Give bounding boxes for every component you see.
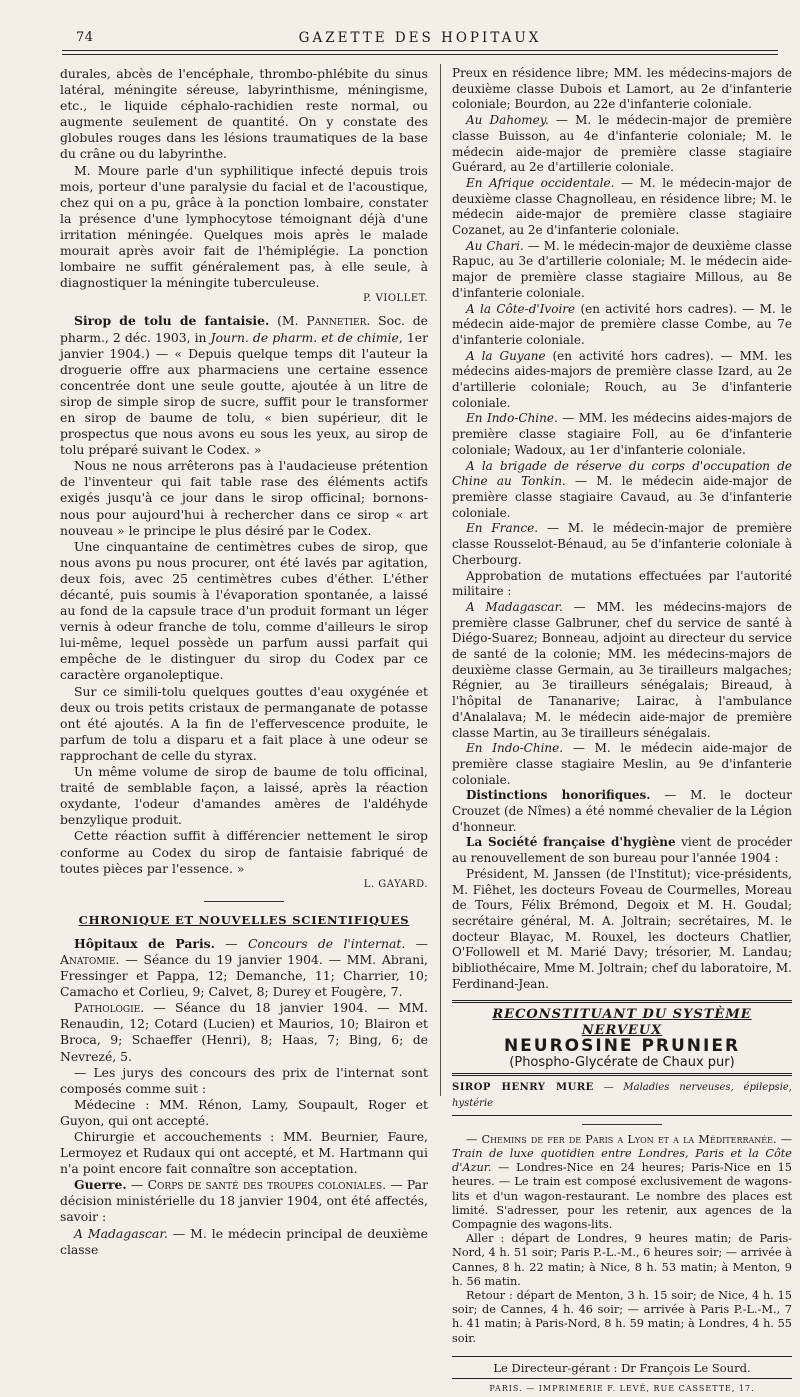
paragraph: Preux en résidence libre; MM. les médecins-majors de deuxième classe Dubois et Lamort, au 2e d'infanterie coloniale; Bourdon, au 22e d'infanterie coloniale. [452, 66, 792, 112]
printer-line: PARIS. — IMPRIMERIE F. LEVÉ, RUE CASSETTE, 17. [452, 1378, 792, 1397]
paragraph: M. Moure parle d'un syphilitique infecté depuis trois mois, porteur d'une paralysie du facial et de l'acoustique, chez qui on a pu, grâce à la ponction lombaire, constater la présence d'une lymphocytose témoignant déjà d'une irritation méningée. Quelques mois après le malade mourait après avoir fait de l'hémiplégie. La ponction lombaire ne suffit généralement pas, à elle seule, à diagnostiquer la méningite tuberculeuse. [60, 162, 428, 291]
paragraph: A Madagascar. — MM. les médecins-majors de première classe Galbruner, chef du service de santé à Diégo-Suarez; Bonneau, adjoint au directeur du service de santé de la colonie; MM. les médecins-majors de deuxième classe Germain, au 3e tirailleurs malgaches; Régnier, au 3e tirailleurs sénégalais; Bireaud, à l'hôpital de Tananarive; Lairac, à l'ambulance d'Analalava; M. le médecin aide-major de première classe Martin, au 3e tirailleurs sénégalais. [452, 599, 793, 740]
paragraph: En Afrique occidentale. — M. le médecin-major de deuxième classe Chagnolleau, en résidence libre; M. le médecin aide-major de première classe stagiaire Cozanet, au 2e d'infanterie coloniale. [452, 175, 792, 238]
right-column [452, 66, 792, 1397]
ad-product-name: NEUROSINE PRUNIER [503, 1035, 741, 1056]
paragraph: durales, abcès de l'encéphale, thrombo-phlébite du sinus latéral, méningite séreuse, labyrinthisme, méningisme, etc., le liquide céphalo-rachidien reste normal, ou augmente seulement de quantité. On y constate des globules rouges dans les lésions traumatiques de la base du crâne ou du labyrinthe. [60, 66, 428, 162]
publisher-line: Le Directeur-gérant : Dr François Le Sourd. [452, 1356, 792, 1377]
paragraph: En France. — M. le médecin-major de première classe Rousselot-Bénaud, au 5e d'infanterie coloniale à Cherbourg. [452, 521, 792, 567]
header-rule-thin [62, 54, 778, 55]
paragraph: Sur ce simili-tolu quelques gouttes d'eau oxygénée et deux ou trois petits cristaux de permanganate de potasse ont été ajoutés. A la fin de l'effervescence produite, le parfum de tolu a disparu et a fait place à une odeur se rapprochant de celle du styrax. [60, 683, 428, 763]
paragraph: Président, M. Janssen (de l'Institut); vice-présidents, M. Fiêhet, les docteurs Foveau de Courmelles, Moreau de Tours, Félix Brémond, Degoix et M. H. Goudal; secrétaire général, M. A. Joltrain; secrétaires, M. le docteur Blayac, M. Rouxel, les docteurs Chatlier, O'Followell et M. Marié Davy; trésorier, M. Landau; bibliothécaire, Mme M. Joltrain; chef du laboratoire, M. Ferdinand-Jean. [452, 866, 792, 991]
guerre-paragraph: Guerre. — Corps de santé des troupes coloniales. — Par décision ministérielle du 18 janvier 1904, ont été affectés, savoir : [60, 1177, 428, 1225]
signature: L. GAYARD. [363, 878, 428, 890]
column-divider [440, 64, 441, 1096]
paragraph: A Madagascar. — M. le médecin principal de deuxième classe [60, 1225, 429, 1257]
paragraph: Approbation de mutations effectuées par l'autorité militaire : [452, 568, 792, 599]
paragraph: Cette réaction suffit à différencier nettement le sirop conforme au Codex du sirop de fantaisie fabriqué de toutes pièces par l'essence. » [60, 828, 428, 876]
signature: P. VIOLLET. [363, 293, 428, 305]
paragraph: — Les jurys des concours des prix de l'internat sont composés comme suit : [60, 1064, 428, 1096]
header-rule [62, 50, 778, 51]
article-title: Sirop de tolu de fantaisie. [74, 313, 270, 329]
paragraph: Retour : départ de Menton, 3 h. 15 soir; de Nice, 4 h. 15 soir; de Cannes, 4 h. 46 soir; — arrivée à Paris P.-L.-M., 7 h. 41 matin; à Paris-Nord, 8 h. 59 matin; à Londres, 4 h. 55 soir. [452, 1288, 792, 1345]
left-column [60, 66, 428, 1258]
page-header [62, 30, 778, 50]
pathologie-paragraph: Pathologie. — Séance du 18 janvier 1904. — MM. Renaudin, 12; Cotard (Lucien) et Maurios, 10; Blairon et Broca, 9; Schaeffer (Henri), 8; Haas, 7; Bing, 6; de Nevrezé, 5. [60, 1000, 428, 1064]
ad-subtitle: (Phospho-Glycérate de Chaux pur) [509, 1054, 735, 1070]
paragraph: La Société française d'hygiène vient de procéder au renouvellement de son bureau pour l'année 1904 : [452, 835, 792, 866]
paragraph: En Indo-Chine. — MM. les médecins aides-majors de première classe stagiaire Foll, au 6e d'infanterie coloniale; Wadoux, au 1er d'infanterie coloniale. [452, 411, 793, 457]
paragraph: En Indo-Chine. — M. le médecin aide-major de première classe stagiaire Meslin, au 9e d'infanterie coloniale. [452, 741, 792, 787]
paragraph: Un même volume de sirop de baume de tolu officinal, traité de semblable façon, a laissé, après la réaction oxydante, l'odeur d'amandes amères de l'aldéhyde benzylique produit. [60, 764, 428, 828]
paragraph: A la Guyane (en activité hors cadres). — MM. les médecins aides-majors de première classe Izard, au 2e d'artillerie coloniale; Rouch, au 3e d'infanterie coloniale. [452, 348, 792, 410]
paragraph: Au Chari. — M. le médecin-major de deuxième classe Rapuc, au 3e d'artillerie coloniale; M. le médecin aide-major de première classe stagiaire Millous, au 8e d'infanterie coloniale. [452, 238, 792, 300]
paragraph: Chirurgie et accouchements : MM. Beurnier, Faure, Lermoyez et Rudaux qui ont accepté, et M. Hartmann qui n'a point encore fait connaître son acceptation. [60, 1129, 428, 1177]
railway-notice [452, 1133, 792, 1346]
journal-title: GAZETTE DES HOPITAUX [298, 30, 542, 46]
separator [582, 1124, 662, 1125]
paragraph: Une cinquantaine de centimètres cubes de sirop, que nous avons pu nous procurer, ont été lavés par agitation, deux fois, avec 25 centimètres cubes d'éther. L'éther décanté, puis soumis à l'évaporation spontanée, a laissé au fond de la capsule trace d'un produit formant un léger vernis à odeur franche de tolu, comme d'ailleurs le sirop lui-même, lequel possède un parfum aussi parfait qui empêche de le distinguer du sirop du Codex par ce caractère organoleptique. [60, 538, 428, 683]
paragraph: Au Dahomey. — M. le médecin-major de première classe Buisson, au 4e d'infanterie coloniale; M. le médecin aide-major de première classe stagiaire Guérard, au 2e d'artillerie coloniale. [452, 113, 792, 175]
paragraph: A la brigade de réserve du corps d'occupation de Chine au Tonkin. — M. le médecin aide-major de première classe stagiaire Cavaud, au 3e d'infanterie coloniale. [452, 458, 792, 520]
advertisement [452, 1000, 792, 1076]
paragraph: Nous ne nous arrêterons pas à l'audacieuse prétention de l'inventeur qui fait table rase des éléments actifs exigés jusqu'à ce jour dans le sirop officinal; bornons-nous pour aujourd'hui à rechercher dans ce sirop « art nouveau » le principe le plus désiré par le Codex. [60, 458, 428, 538]
hopitaux-paragraph: Hôpitaux de Paris. — Concours de l'internat. — Anatomie. — Séance du 19 janvier 1904. — MM. Abrani, Fressinger et Pappa, 12; Demanche, 11; Charrier, 10; Camacho et Corlieu, 9; Calvet, 8; Durey et Fougère, 7. [60, 935, 428, 1000]
paragraph: Distinctions honorifiques. — M. le docteur Crouzet (de Nîmes) a été nommé chevalier de la Légion d'honneur. [452, 788, 792, 834]
ad-sirop-banner: SIROP HENRY MURE — Maladies nerveuses, épilepsie, hystérie [452, 1076, 792, 1115]
paragraph: Médecine : MM. Rénon, Lamy, Soupault, Roger et Guyon, qui ont accepté. [60, 1096, 428, 1128]
section-heading: CHRONIQUE ET NOUVELLES SCIENTIFIQUES [78, 912, 410, 927]
paragraph: — Chemins de fer de Paris a Lyon et a la Méditerranée. — Train de luxe quotidien entre Londres, Paris et la Côte d'Azur. — Londres-Nice en 24 heures; Paris-Nice en 15 heures. — Le train est composé exclusivement de wagons-lits et d'un wagon-restaurant. Le nombre des places est limité. S'adresser, pour les retenir, aux agences de la Compagnie des wagons-lits. [452, 1132, 793, 1231]
paragraph: Aller : départ de Londres, 9 heures matin; de Paris-Nord, 4 h. 51 soir; Paris P.-L.-M., 6 heures soir; — arrivée à Cannes, 8 h. 22 matin; à Nice, 8 h. 53 matin; à Menton, 9 h. 56 matin. [452, 1232, 792, 1288]
ad-tagline: RECONSTITUANT DU SYSTÈME NERVEUX [492, 1007, 752, 1039]
paragraph: A la Côte-d'Ivoire (en activité hors cadres). — M. le médecin aide-major de première classe Combe, au 7e d'infanterie coloniale. [452, 301, 792, 347]
sirop-article: Sirop de tolu de fantaisie. (M. Pannetier. Soc. de pharm., 2 déc. 1903, in Journ. de pharm. et de chimie, 1er janvier 1904.) — « Depuis quelque temps dit l'auteur la droguerie offre aux pharmaciens une certaine essence concentrée dont une seule goutte, ajoutée à un litre de sirop de simple sirop de sucre, suffit pour le transformer en sirop de baume de tolu, « bien supérieur, dit le prospectus que nous avons eu sous les yeux, au sirop de tolu préparé suivant le Codex. » [60, 313, 428, 458]
page-number: 74 [76, 30, 94, 45]
separator [204, 901, 284, 902]
